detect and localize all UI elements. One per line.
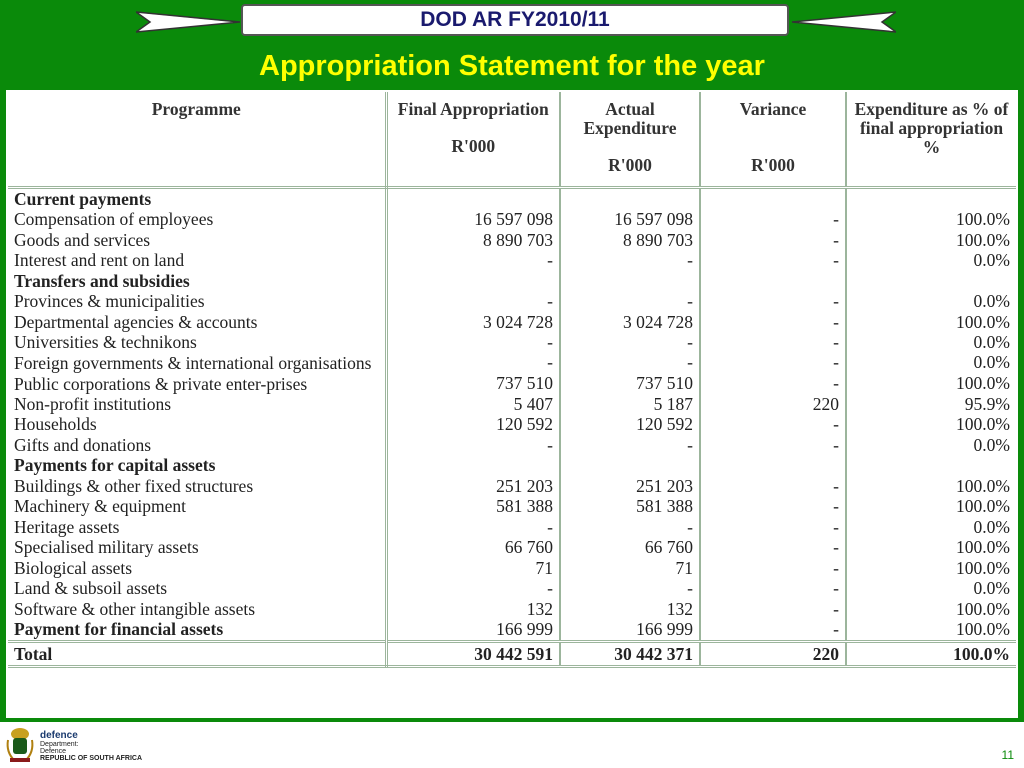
programme-cell: Universities & technikons: [8, 333, 386, 354]
final-appropriation-cell: 132: [386, 599, 560, 620]
header-actual-expenditure: Actual Expenditure R'000: [560, 92, 700, 188]
header-unit: R'000: [451, 136, 496, 156]
expenditure-percent-cell: 100.0%: [956, 557, 1010, 578]
final-appropriation-cell: 737 510: [386, 374, 560, 395]
programme-cell: Interest and rent on land: [8, 251, 386, 272]
actual-expenditure-cell: 737 510: [560, 374, 700, 395]
header-final-appropriation: Final Appropriation R'000: [386, 92, 560, 188]
final-appropriation-cell: 120 592: [386, 415, 560, 436]
actual-expenditure-cell: -: [560, 517, 700, 538]
final-appropriation-cell: [386, 271, 560, 292]
table-row: [8, 230, 1016, 251]
expenditure-percent-cell: 0.0%: [973, 578, 1010, 599]
actual-expenditure-cell: [560, 188, 700, 210]
variance-cell: -: [700, 415, 846, 436]
programme-cell: Public corporations & private enter-prises: [8, 374, 386, 395]
actual-expenditure-cell: -: [560, 435, 700, 456]
actual-expenditure-cell: 132: [560, 599, 700, 620]
programme-cell: Gifts and donations: [8, 435, 386, 456]
expenditure-percent-cell: [846, 188, 1016, 210]
section-row: [8, 456, 1016, 477]
expenditure-percent-cell: 0.0%: [973, 291, 1010, 312]
right-arrow-decoration: [792, 10, 896, 34]
section-row: [8, 620, 1016, 642]
expenditure-percent-cell: 0.0%: [973, 250, 1010, 271]
programme-cell: Software & other intangible assets: [8, 599, 386, 620]
programme-cell: Transfers and subsidies: [8, 271, 386, 292]
table-row: [8, 374, 1016, 395]
actual-expenditure-cell: 120 592: [560, 415, 700, 436]
actual-expenditure-cell: 166 999: [560, 620, 700, 642]
actual-expenditure-cell: -: [560, 353, 700, 374]
expenditure-percent-cell: 100.0%: [956, 475, 1010, 496]
programme-cell: Current payments: [8, 188, 386, 210]
table-row: [8, 517, 1016, 538]
header-unit: %: [922, 137, 941, 157]
section-row: [8, 271, 1016, 292]
final-appropriation-cell: -: [386, 333, 560, 354]
final-appropriation-cell: -: [386, 435, 560, 456]
page-subtitle: Appropriation Statement for the year: [259, 50, 765, 82]
actual-expenditure-cell: -: [560, 333, 700, 354]
table-row: [8, 497, 1016, 518]
actual-expenditure-cell: 8 890 703: [560, 230, 700, 251]
actual-expenditure-cell: 251 203: [560, 476, 700, 497]
final-appropriation-cell: 71: [386, 558, 560, 579]
header-unit: R'000: [608, 155, 652, 175]
actual-expenditure-cell: 5 187: [560, 394, 700, 415]
programme-cell: Foreign governments & international organisations: [8, 353, 386, 374]
programme-cell: Biological assets: [8, 558, 386, 579]
variance-cell: [700, 188, 846, 210]
actual-expenditure-cell: 3 024 728: [560, 312, 700, 333]
table-row: [8, 476, 1016, 497]
defence-logo-text: [40, 730, 142, 762]
variance-cell: -: [700, 374, 846, 395]
header-programme: Programme: [8, 92, 386, 188]
actual-expenditure-cell: 71: [560, 558, 700, 579]
final-appropriation-cell: -: [386, 353, 560, 374]
expenditure-percent-cell: 0.0%: [973, 434, 1010, 455]
programme-cell: Payment for financial assets: [8, 620, 386, 642]
table-header-row: [8, 92, 1016, 188]
variance-cell: -: [700, 579, 846, 600]
logo-line: Defence: [40, 748, 67, 755]
programme-cell: Buildings & other fixed structures: [8, 476, 386, 497]
expenditure-percent-cell: 95.9%: [964, 393, 1010, 414]
actual-expenditure-cell: [560, 271, 700, 292]
final-appropriation-cell: 5 407: [386, 394, 560, 415]
coat-of-arms-icon: [4, 726, 36, 764]
expenditure-percent-cell: [846, 271, 1016, 292]
variance-cell: 220: [700, 642, 846, 667]
table-body: [8, 188, 1016, 667]
variance-cell: -: [700, 292, 846, 313]
table-row: [8, 579, 1016, 600]
expenditure-percent-cell: 100.0%: [956, 619, 1010, 640]
actual-expenditure-cell: -: [560, 251, 700, 272]
left-arrow-decoration: [136, 10, 240, 34]
variance-cell: -: [700, 476, 846, 497]
final-appropriation-cell: [386, 456, 560, 477]
final-appropriation-cell: 8 890 703: [386, 230, 560, 251]
programme-cell: Specialised military assets: [8, 538, 386, 559]
logo-brand: defence: [40, 730, 78, 741]
final-appropriation-cell: -: [386, 292, 560, 313]
table-row: [8, 394, 1016, 415]
variance-cell: -: [700, 312, 846, 333]
programme-cell: Machinery & equipment: [8, 497, 386, 518]
final-appropriation-cell: 30 442 591: [386, 642, 560, 667]
variance-cell: -: [700, 230, 846, 251]
variance-cell: 220: [700, 394, 846, 415]
variance-cell: [700, 456, 846, 477]
actual-expenditure-cell: 30 442 371: [560, 642, 700, 667]
expenditure-percent-cell: 100.0%: [956, 229, 1010, 250]
final-appropriation-cell: -: [386, 579, 560, 600]
variance-cell: -: [700, 538, 846, 559]
table-row: [8, 599, 1016, 620]
table-row: [8, 312, 1016, 333]
expenditure-percent-cell: [846, 456, 1016, 477]
variance-cell: -: [700, 517, 846, 538]
actual-expenditure-cell: 16 597 098: [560, 210, 700, 231]
appropriation-table-container: [6, 90, 1018, 718]
variance-cell: -: [700, 599, 846, 620]
programme-cell: Land & subsoil assets: [8, 579, 386, 600]
programme-cell: Payments for capital assets: [8, 456, 386, 477]
header-title: DOD AR FY2010/11: [241, 4, 789, 36]
table-row: [8, 435, 1016, 456]
programme-cell: Households: [8, 415, 386, 436]
expenditure-percent-cell: 100.0%: [956, 311, 1010, 332]
logo-line: REPUBLIC OF SOUTH AFRICA: [40, 755, 143, 762]
variance-cell: -: [700, 558, 846, 579]
variance-cell: -: [700, 497, 846, 518]
variance-cell: -: [700, 620, 846, 642]
actual-expenditure-cell: 581 388: [560, 497, 700, 518]
header-variance: Variance R'000: [700, 92, 846, 188]
programme-cell: Total: [8, 642, 386, 667]
expenditure-percent-cell: 0.0%: [973, 516, 1010, 537]
expenditure-percent-cell: 0.0%: [973, 352, 1010, 372]
total-row: [8, 642, 1016, 667]
header-expenditure-percent: Expenditure as % of final appropriation %: [846, 92, 1016, 188]
final-appropriation-cell: -: [386, 251, 560, 272]
table-row: [8, 210, 1016, 231]
section-row: [8, 188, 1016, 210]
programme-cell: Provinces & municipalities: [8, 292, 386, 313]
table-row: [8, 292, 1016, 313]
variance-cell: -: [700, 435, 846, 456]
appropriation-table: [8, 92, 1016, 668]
table-row: [8, 353, 1016, 374]
actual-expenditure-cell: [560, 456, 700, 477]
final-appropriation-cell: 3 024 728: [386, 312, 560, 333]
programme-cell: Goods and services: [8, 230, 386, 251]
expenditure-percent-cell: 100.0%: [846, 642, 1016, 667]
final-appropriation-cell: 66 760: [386, 538, 560, 559]
header-unit: R'000: [751, 155, 795, 175]
expenditure-percent-cell: 100.0%: [956, 372, 1010, 393]
table-row: [8, 251, 1016, 272]
variance-cell: -: [700, 251, 846, 272]
variance-cell: [700, 271, 846, 292]
final-appropriation-cell: 16 597 098: [386, 210, 560, 231]
expenditure-percent-cell: 100.0%: [956, 598, 1010, 619]
footer-bar: [0, 722, 1024, 768]
table-row: [8, 333, 1016, 354]
programme-cell: Heritage assets: [8, 517, 386, 538]
expenditure-percent-cell: 100.0%: [956, 209, 1010, 230]
expenditure-percent-cell: 0.0%: [973, 332, 1010, 353]
variance-cell: -: [700, 353, 846, 374]
logo-line: Department:: [40, 741, 79, 748]
variance-cell: -: [700, 333, 846, 354]
final-appropriation-cell: -: [386, 517, 560, 538]
final-appropriation-cell: 251 203: [386, 476, 560, 497]
expenditure-percent-cell: 100.0%: [956, 537, 1010, 558]
variance-cell: -: [700, 210, 846, 231]
programme-cell: Departmental agencies & accounts: [8, 312, 386, 333]
page-number: 11: [1001, 748, 1014, 762]
actual-expenditure-cell: 66 760: [560, 538, 700, 559]
expenditure-percent-cell: 100.0%: [956, 414, 1010, 435]
actual-expenditure-cell: -: [560, 292, 700, 313]
expenditure-percent-cell: 100.0%: [956, 496, 1010, 517]
final-appropriation-cell: 166 999: [386, 620, 560, 642]
final-appropriation-cell: [386, 188, 560, 210]
actual-expenditure-cell: -: [560, 579, 700, 600]
final-appropriation-cell: 581 388: [386, 497, 560, 518]
table-row: [8, 415, 1016, 436]
programme-cell: Compensation of employees: [8, 210, 386, 231]
programme-cell: Non-profit institutions: [8, 394, 386, 415]
table-row: [8, 558, 1016, 579]
table-row: [8, 538, 1016, 559]
